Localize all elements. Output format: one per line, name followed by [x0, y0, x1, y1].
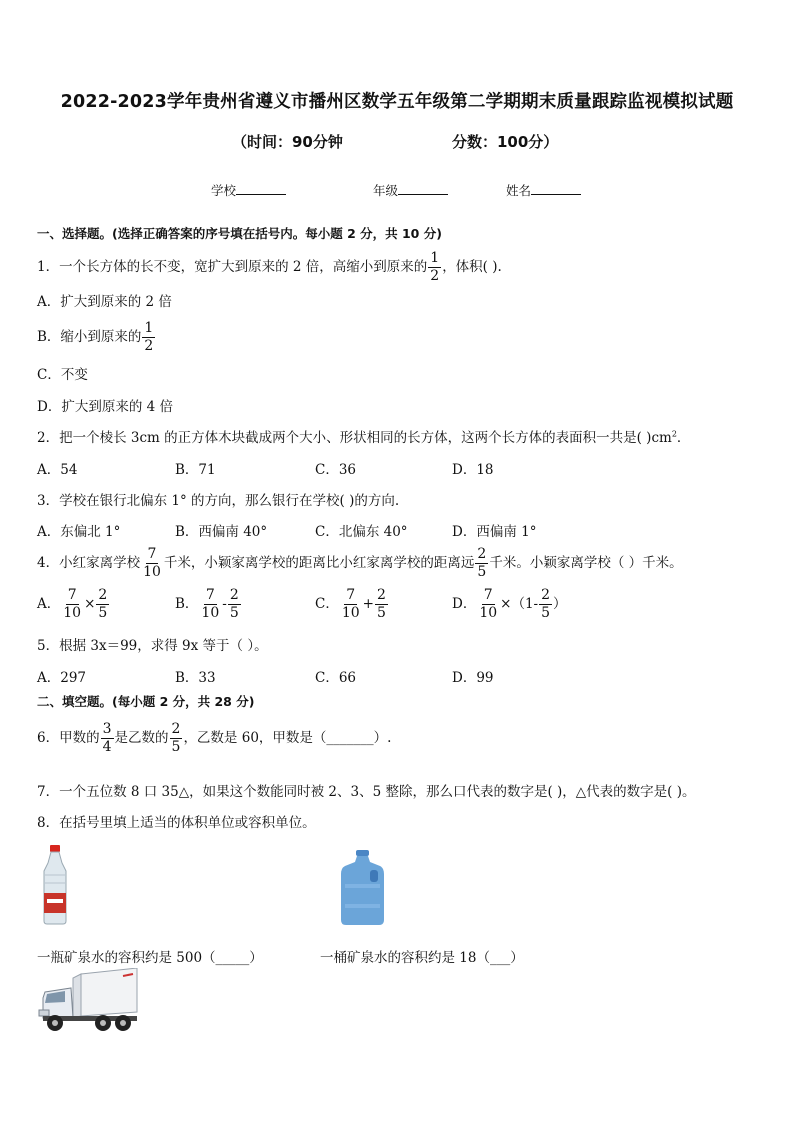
- q1-option-b[interactable]: [37, 320, 156, 355]
- grade-label: 年级: [373, 183, 399, 198]
- question-4: [37, 546, 683, 581]
- q4-option-d[interactable]: D． $\frac{7}{10}$ ×（1- $\frac{2}{5}$ ）: [452, 587, 567, 621]
- q1-option-b-fraction: $\frac{1}{2}$: [144, 320, 154, 354]
- section-choice-heading: 一、选择题。(选择正确答案的序号填在括号内。每小题 2 分，共 10 分): [37, 226, 442, 241]
- q3-option-c[interactable]: C．北偏东 40°: [315, 524, 408, 540]
- question-1: [37, 250, 502, 285]
- q2-superscript: 2: [671, 429, 677, 439]
- q4-text-end: 千米。小颖家离学校（ ）千米。: [489, 555, 683, 571]
- grade-field: [373, 181, 448, 199]
- q1-fraction: $\frac{1}{2}$: [430, 250, 440, 284]
- q4-option-a[interactable]: A． $\frac{7}{10}$ × $\frac{2}{5}$: [37, 587, 108, 621]
- q6-text-end: ，乙数是 60，甲数是（_______）.: [183, 730, 392, 746]
- q4-fraction-1: $\frac{7}{10}$: [143, 546, 161, 580]
- exam-time: （时间：90分钟: [232, 133, 343, 151]
- q1-text-end: ，体积( ).: [442, 259, 502, 275]
- name-field: [506, 181, 581, 199]
- school-field: [211, 181, 286, 199]
- q1-option-d[interactable]: D．扩大到原来的 4 倍: [37, 399, 173, 415]
- q4-text: 4．小红家离学校: [37, 555, 141, 571]
- grade-blank[interactable]: [398, 181, 448, 195]
- q2-option-a[interactable]: A．54: [37, 462, 78, 478]
- water-jug-image: [340, 850, 385, 926]
- question-5: 5．根据 3x＝99，求得 9x 等于（ ）。: [37, 638, 268, 654]
- q2-option-c[interactable]: C．36: [315, 462, 357, 478]
- q2-text: 2．把一个棱长 3cm 的正方体木块截成两个大小、形状相同的长方体，这两个长方体的表面积一共是( )cm: [37, 430, 672, 446]
- name-blank[interactable]: [531, 181, 581, 195]
- q4-option-c[interactable]: C． $\frac{7}{10}$ + $\frac{2}{5}$: [315, 587, 386, 621]
- q2-option-d[interactable]: D．18: [452, 462, 494, 478]
- caption-bottle: 一瓶矿泉水的容积约是 500（_____）: [37, 950, 263, 966]
- school-blank[interactable]: [236, 181, 286, 195]
- question-6: [37, 721, 391, 756]
- q4-fraction-2: $\frac{2}{5}$: [477, 546, 487, 580]
- q1-option-b-text: B．缩小到原来的: [37, 329, 142, 345]
- q5-option-b[interactable]: B．33: [175, 670, 216, 686]
- question-2: [37, 426, 690, 446]
- question-7: 7．一个五位数 8 口 35△，如果这个数能同时被 2、3、5 整除，那么口代表的数字是( )，△代表的数字是( )。: [37, 784, 696, 800]
- q3-option-d[interactable]: D．西偏南 1°: [452, 524, 537, 540]
- q2-text-end: ．: [676, 430, 691, 446]
- q6-fraction-2: $\frac{2}{5}$: [171, 721, 181, 755]
- question-3: 3．学校在银行北偏东 1° 的方向，那么银行在学校( )的方向.: [37, 493, 400, 509]
- q1-option-a[interactable]: A．扩大到原来的 2 倍: [37, 294, 172, 310]
- exam-title: 2022-2023学年贵州省遵义市播州区数学五年级第二学期期末质量跟踪监视模拟试题: [60, 92, 734, 112]
- section-fill-heading: 二、填空题。(每小题 2 分，共 28 分): [37, 694, 255, 709]
- q4-option-b[interactable]: B． $\frac{7}{10}$ - $\frac{2}{5}$: [175, 587, 239, 621]
- q6-text: 6．甲数的: [37, 730, 100, 746]
- water-bottle-image: [40, 845, 70, 925]
- question-8: 8．在括号里填上适当的体积单位或容积单位。: [37, 815, 316, 831]
- q5-option-a[interactable]: A．297: [37, 670, 87, 686]
- q5-option-d[interactable]: D．99: [452, 670, 494, 686]
- truck-image: [37, 968, 141, 1032]
- q3-option-a[interactable]: A．东偏北 1°: [37, 524, 121, 540]
- q3-option-b[interactable]: B．西偏南 40°: [175, 524, 268, 540]
- q1-option-c[interactable]: C．不变: [37, 367, 88, 383]
- q5-option-c[interactable]: C．66: [315, 670, 357, 686]
- q4-text-mid: 千米，小颖家离学校的距离比小红家离学校的距离远: [163, 555, 475, 571]
- q1-text: 1．一个长方体的长不变，宽扩大到原来的 2 倍，高缩小到原来的: [37, 259, 428, 275]
- exam-score: 分数：100分）: [452, 133, 559, 151]
- q6-fraction-1: $\frac{3}{4}$: [102, 721, 112, 755]
- q6-text-mid: 是乙数的: [114, 730, 169, 746]
- school-label: 学校: [211, 183, 237, 198]
- name-label: 姓名: [506, 183, 532, 198]
- caption-jug: 一桶矿泉水的容积约是 18（___）: [320, 950, 524, 966]
- q2-option-b[interactable]: B．71: [175, 462, 216, 478]
